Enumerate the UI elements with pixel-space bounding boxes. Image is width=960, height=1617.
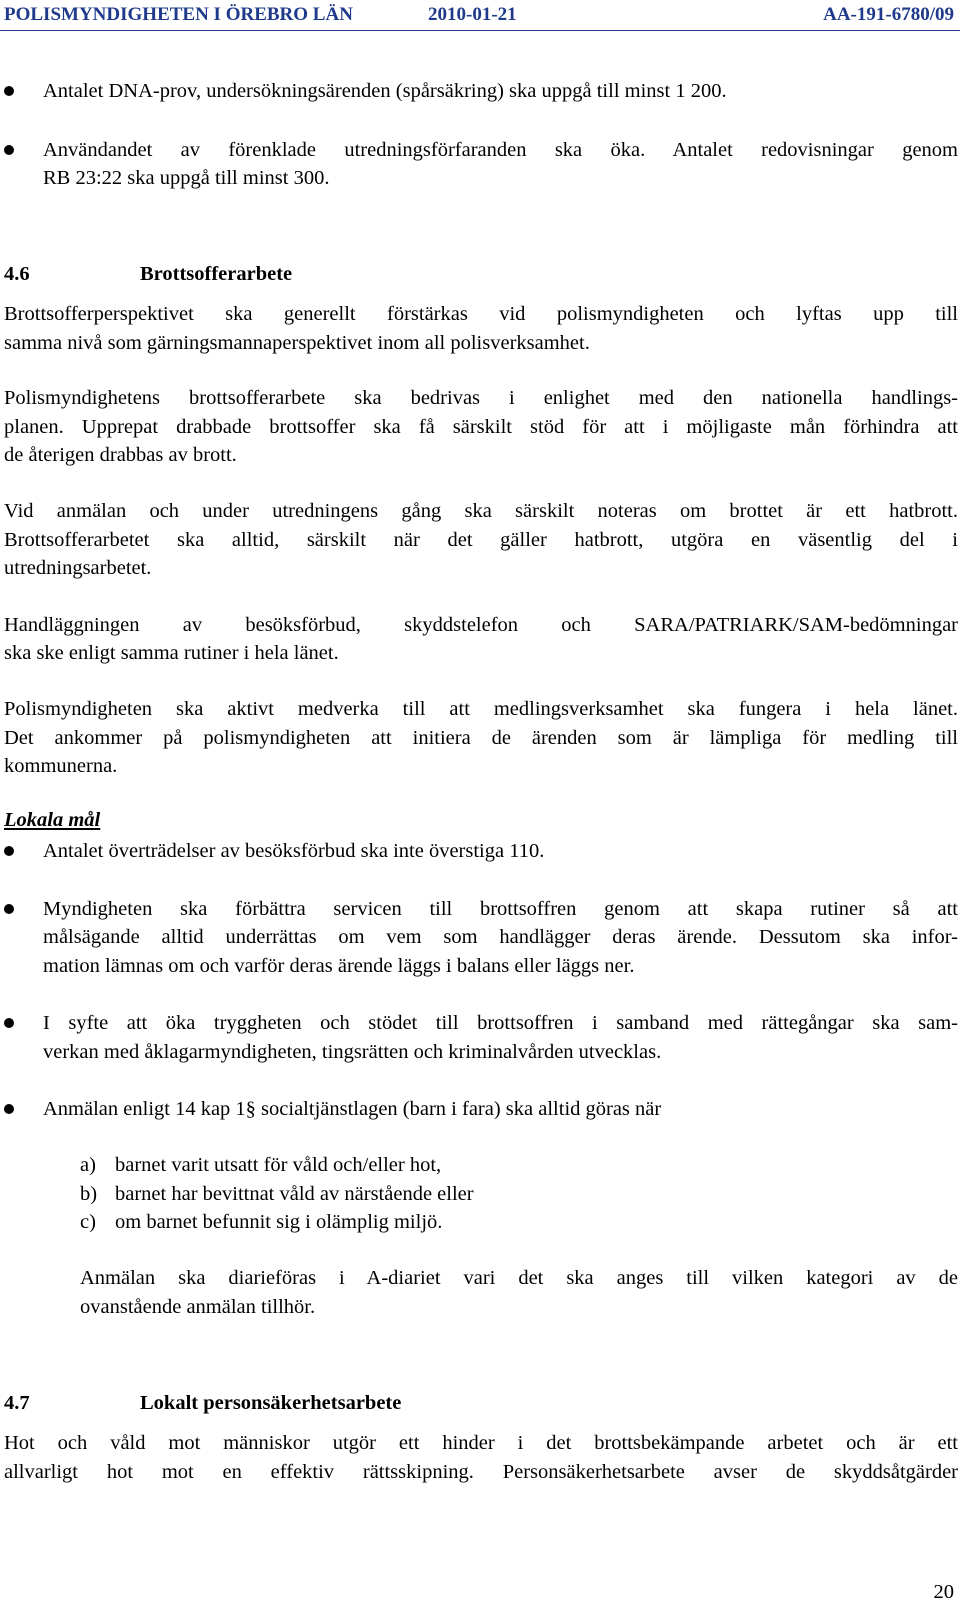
bullet-icon: [4, 86, 14, 96]
bullet-text: Anmälan enligt 14 kap 1§ socialtjänstlagen (barn i fara) ska alltid göras när: [43, 1098, 662, 1120]
paragraph-line: de återigen drabbas av brott.: [4, 444, 237, 466]
sub-item-label: b): [80, 1183, 98, 1205]
header-authority: POLISMYNDIGHETEN I ÖREBRO LÄN: [4, 4, 353, 25]
paragraph-line: samma nivå som gärningsmannaperspektivet inom all polisverksamhet.: [4, 332, 590, 354]
bullet-text: Antalet DNA-prov, undersökningsärenden (spårsäkring) ska uppgå till minst 1 200.: [43, 80, 727, 102]
header-rule: [0, 30, 960, 31]
bullet-icon: [4, 846, 14, 856]
local-goals-heading: Lokala mål: [4, 809, 101, 831]
closing-line: ovanstående anmälan tillhör.: [80, 1296, 316, 1318]
bullet-text: målsägande alltid underrättas om vem som handlägger deras ärende. Dessutom ska infor-: [43, 926, 958, 948]
bullet-text: verkan med åklagarmyndigheten, tingsrätten och kriminalvården utvecklas.: [43, 1041, 662, 1063]
section-number: 4.7: [4, 1392, 30, 1414]
bullet-text: RB 23:22 ska uppgå till minst 300.: [43, 167, 330, 189]
paragraph-line: Vid anmälan och under utredningens gång ska särskilt noteras om brottet är ett hatbrott.: [4, 500, 958, 522]
bullet-icon: [4, 145, 14, 155]
paragraph-line: ska ske enligt samma rutiner i hela länet.: [4, 642, 339, 664]
section-title: Lokalt personsäkerhetsarbete: [140, 1392, 402, 1414]
bullet-text: I syfte att öka tryggheten och stödet till brottsoffren i samband med rättegångar ska sam-: [43, 1012, 958, 1034]
bullet-icon: [4, 1104, 14, 1114]
bullet-text: Myndigheten ska förbättra servicen till brottsoffren genom att skapa rutiner så att: [43, 898, 958, 920]
paragraph-line: allvarligt hot mot en effektiv rättsskipning. Personsäkerhetsarbete avser de skyddsåtgärder: [4, 1461, 958, 1483]
sub-item-label: a): [80, 1154, 96, 1176]
section-title: Brottsofferarbete: [140, 263, 293, 285]
paragraph-line: Brottsofferarbetet ska alltid, särskilt när det gäller hatbrott, utgöra en väsentlig del i: [4, 529, 958, 551]
paragraph-line: planen. Upprepat drabbade brottsoffer ska få särskilt stöd för att i möjligaste mån förhindra att: [4, 416, 958, 438]
paragraph-line: Brottsofferperspektivet ska generellt förstärkas vid polismyndigheten och lyftas upp till: [4, 303, 958, 325]
sub-item-text: barnet har bevittnat våld av närstående eller: [115, 1183, 474, 1205]
paragraph-line: Handläggningen av besöksförbud, skyddstelefon och SARA/PATRIARK/SAM-bedömningar: [4, 614, 958, 636]
header-reference: AA-191-6780/09: [823, 4, 954, 25]
paragraph-line: Hot och våld mot människor utgör ett hinder i det brottsbekämpande arbetet och är ett: [4, 1432, 958, 1454]
paragraph-line: utredningsarbetet.: [4, 557, 152, 579]
bullet-text: Användandet av förenklade utredningsförfaranden ska öka. Antalet redovisningar genom: [43, 139, 958, 161]
paragraph-line: kommunerna.: [4, 755, 118, 777]
header-date: 2010-01-21: [428, 4, 517, 25]
sub-item-text: om barnet befunnit sig i olämplig miljö.: [115, 1211, 443, 1233]
bullet-text: Antalet överträdelser av besöksförbud ska inte överstiga 110.: [43, 840, 545, 862]
sub-item-label: c): [80, 1211, 96, 1233]
bullet-text: mation lämnas om och varför deras ärende läggs i balans eller läggs ner.: [43, 955, 635, 977]
bullet-icon: [4, 1018, 14, 1028]
page-number: 20: [933, 1581, 954, 1603]
paragraph-line: Polismyndigheten ska aktivt medverka till att medlingsverksamhet ska fungera i hela länet.: [4, 698, 958, 720]
closing-line: Anmälan ska diarieföras i A-diariet vari det ska anges till vilken kategori av de: [80, 1267, 958, 1289]
paragraph-line: Polismyndighetens brottsofferarbete ska bedrivas i enlighet med den nationella handlings-: [4, 387, 958, 409]
section-number: 4.6: [4, 263, 30, 285]
bullet-icon: [4, 904, 14, 914]
paragraph-line: Det ankommer på polismyndigheten att initiera de ärenden som är lämpliga för medling till: [4, 727, 958, 749]
sub-item-text: barnet varit utsatt för våld och/eller hot,: [115, 1154, 442, 1176]
